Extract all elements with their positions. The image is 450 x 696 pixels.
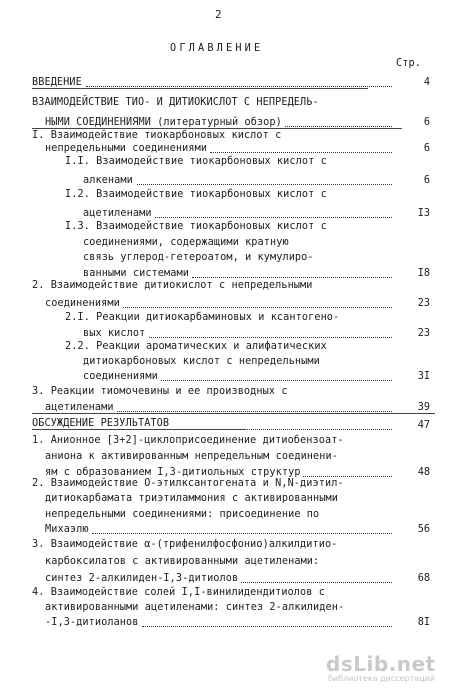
toc-entry-r3-line-2: карбоксилатов с активированными ацетиленами: [45, 556, 320, 567]
toc-entry-ch2-line-1: ОБСУЖДЕНИЕ РЕЗУЛЬТАТОВ [32, 418, 170, 429]
toc-entry-r4-line-3: -I,3-дитиоланов [45, 617, 139, 628]
toc-entry-s11-line-1: I.I. Взаимодействие тиокарбоновых кислот с [65, 156, 327, 167]
toc-entry-s13-line-1: I.3. Взаимодействие тиокарбоновых кислот с [65, 221, 327, 232]
toc-entry-s22-page: 3I [417, 371, 430, 382]
toc-entry-r2-line-3: непредельными соединениями: присоединение по [45, 508, 320, 520]
toc-entry-r1-page: 48 [417, 467, 430, 478]
toc-entry-r4-line-2: активированными ацетиленами: синтез 2-алкилиден- [45, 602, 345, 613]
toc-entry-s2-line-2: соединениями [45, 298, 120, 309]
watermark [326, 652, 438, 688]
toc-entry-s3-underline [32, 413, 435, 414]
toc-entry-s3-line-2: ацетиленами [45, 402, 114, 413]
toc-entry-ch1-page: 6 [423, 117, 430, 128]
toc-entry-s12-leader [155, 217, 392, 218]
toc-entry-s3-page: 39 [417, 402, 430, 413]
toc-entry-s21-line-1: 2.I. Реакции дитиокарбаминовых и ксантогено- [65, 312, 340, 323]
toc-entry-r1-line-3: ям с образованием I,3-дитиольных структур [45, 467, 301, 478]
toc-entry-r2-page: 56 [417, 524, 430, 535]
page-number: 2 [215, 8, 222, 21]
toc-entry-s13-line-4: ванными системами [83, 268, 189, 279]
toc-entry-s11-leader [137, 184, 392, 185]
watermark-subtitle: библиотека диссертаций [328, 674, 436, 683]
toc-entry-s22-line-3: соединениями [83, 371, 158, 382]
toc-entry-s11-page: 6 [423, 175, 430, 186]
toc-entry-r4-line-1: 4. Взаимодействие солей I,I-винилидендитиолов с [32, 587, 325, 598]
toc-entry-r2-leader [92, 533, 392, 534]
toc-entry-s13-leader [192, 277, 392, 278]
toc-entry-s22-line-1: 2.2. Реакции ароматических и алифатических [65, 341, 327, 352]
toc-entry-ch2-underline [32, 429, 245, 430]
toc-entry-s21-leader [149, 337, 392, 338]
toc-entry-r2-line-2: дитиокарбамата триэтиламмония с активированными [45, 493, 338, 505]
toc-entry-s1-line-2: непредельными соединениями [45, 143, 208, 154]
toc-entry-s11-line-2: алкенами [83, 175, 133, 186]
toc-entry-ch2-page: 47 [417, 420, 430, 431]
toc-entry-r1-line-2: аниона к активированным непредельным соединени- [45, 451, 338, 462]
toc-entry-s1-leader [210, 152, 392, 153]
toc-entry-r2-line-4: Михаэлю [45, 524, 89, 535]
toc-entry-s1-page: 6 [423, 143, 430, 154]
toc-entry-intro-page: 4 [423, 77, 430, 88]
toc-entry-r1-line-1: 1. Анионное [3+2]-циклоприсоединение дитиобензоат- [32, 435, 344, 446]
toc-entry-s2-line-1: 2. Взаимодействие дитиокислот с непредельными [32, 280, 313, 291]
toc-entry-r3-page: 68 [417, 573, 430, 584]
toc-entry-s22-leader [161, 380, 392, 381]
toc-entry-r4-leader [142, 626, 392, 627]
toc-entry-s3-leader [117, 411, 392, 412]
toc-entry-s13-line-2: соединениями, содержащими кратную [83, 236, 289, 248]
toc-entry-s13-page: I8 [417, 268, 430, 279]
page-column-label: Стр. [396, 58, 421, 69]
toc-entry-r3-line-3: синтез 2-алкилиден-I,3-дитиолов [45, 573, 239, 584]
toc-entry-intro-leader [86, 86, 392, 87]
toc-entry-ch1-line-1: ВЗАИМОДЕЙСТВИЕ ТИО- И ДИТИОКИСЛОТ С НЕПРЕДЕЛЬ- [32, 97, 319, 108]
toc-entry-s12-line-1: I.2. Взаимодействие тиокарбоновых кислот с [65, 189, 327, 200]
toc-entry-ch1-leader [285, 126, 392, 127]
toc-entry-r4-page: 8I [417, 617, 430, 628]
toc-entry-ch1-line-2: НЫМИ СОЕДИНЕНИЯМИ (литературный обзор) [45, 117, 282, 128]
toc-entry-s12-line-2: ацетиленами [83, 208, 152, 219]
toc-entry-s1-line-1: I. Взаимодействие тиокарбоновых кислот с [32, 130, 282, 141]
toc-entry-s12-page: I3 [417, 208, 430, 219]
toc-entry-s2-leader [123, 307, 392, 308]
toc-entry-s3-line-1: 3. Реакции тиомочевины и ее производных с [32, 386, 288, 397]
toc-entry-s2-page: 23 [417, 298, 430, 309]
toc-entry-intro-underline [32, 88, 368, 89]
toc-entry-r2-line-1: 2. Взаимодействие О-этилксантогената и N,N-диэтил- [32, 478, 344, 489]
toc-entry-intro-line-1: ВВЕДЕНИЕ [32, 77, 82, 88]
toc-entry-r3-leader [241, 582, 392, 583]
toc-entry-r3-line-1: 3. Взаимодействие α-(трифенилфосфонио)алкилдитио- [32, 539, 338, 550]
toc-entry-s21-page: 23 [417, 328, 430, 339]
toc-entry-s13-line-3: связь углерод-гетероатом, и кумулиро- [83, 252, 314, 264]
toc-entry-s22-line-2: дитиокарбоновых кислот с непредельными [83, 356, 320, 367]
toc-heading: ОГЛАВЛЕНИЕ [170, 43, 264, 54]
toc-entry-s21-line-2: вых кислот [83, 328, 146, 339]
watermark-logo: dsLib.net [326, 652, 436, 676]
